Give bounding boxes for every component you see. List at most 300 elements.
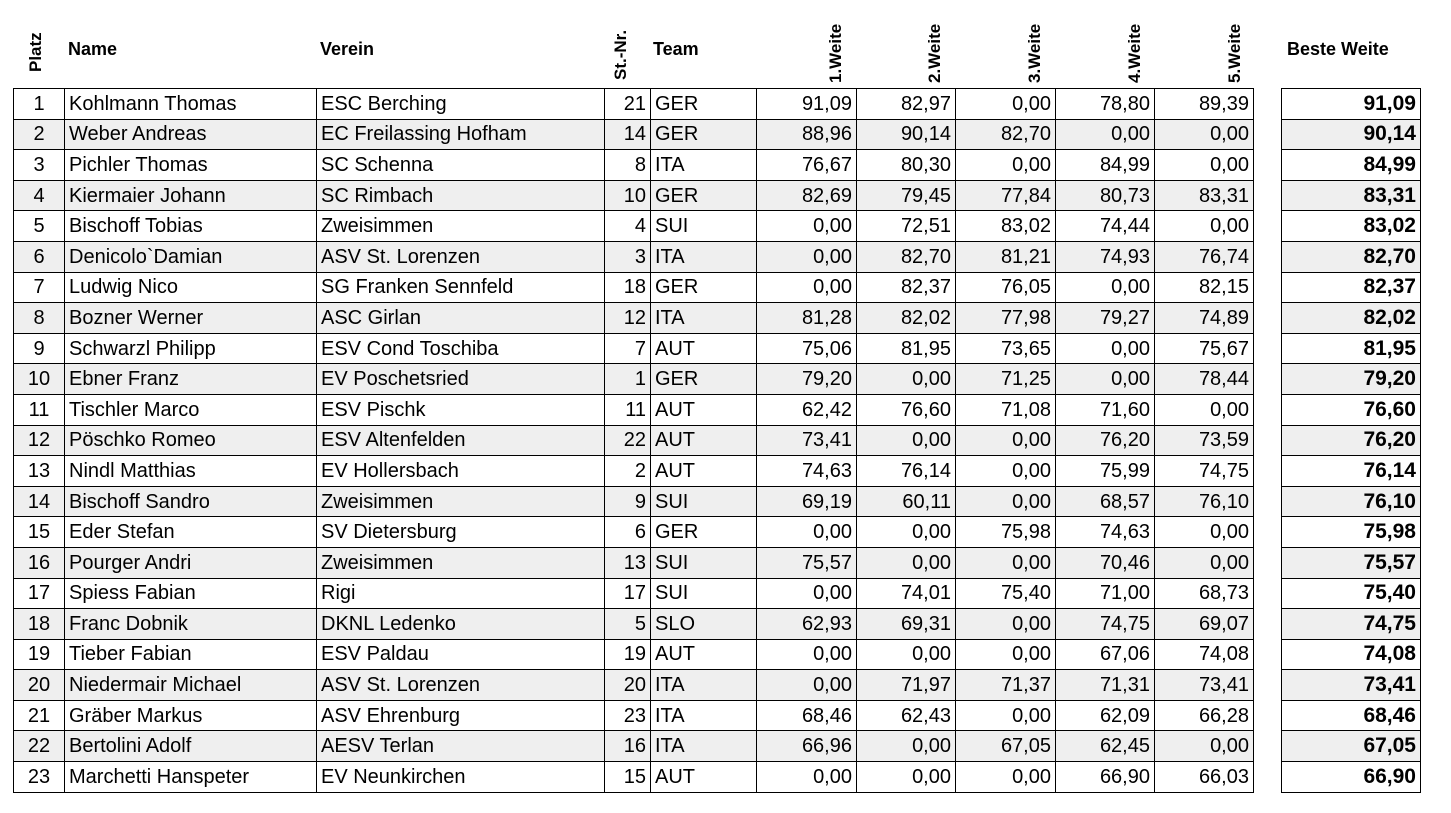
cell-weite-3: 0,00 — [956, 425, 1056, 456]
cell-weite-2: 82,37 — [857, 272, 956, 303]
cell-weite-3: 0,00 — [956, 762, 1056, 793]
cell-weite-2: 76,60 — [857, 394, 956, 425]
cell-weite-2: 60,11 — [857, 486, 956, 517]
cell-startnummer: 7 — [605, 333, 651, 364]
cell-weite-5: 0,00 — [1155, 731, 1254, 762]
best-row — [1282, 119, 1421, 150]
cell-name: Weber Andreas — [65, 119, 317, 150]
cell-beste-weite: 90,14 — [1282, 119, 1421, 150]
cell-verein: DKNL Ledenko — [317, 609, 605, 640]
cell-beste-weite: 76,14 — [1282, 456, 1421, 487]
best-distance-table — [1281, 88, 1421, 793]
cell-weite-5: 66,03 — [1155, 762, 1254, 793]
cell-startnummer: 13 — [605, 547, 651, 578]
cell-weite-1: 75,06 — [757, 333, 857, 364]
best-row — [1282, 670, 1421, 701]
best-row — [1282, 486, 1421, 517]
cell-weite-5: 0,00 — [1155, 394, 1254, 425]
cell-weite-1: 76,67 — [757, 150, 857, 181]
cell-weite-5: 83,31 — [1155, 180, 1254, 211]
cell-weite-2: 0,00 — [857, 639, 956, 670]
cell-team: ITA — [651, 241, 757, 272]
cell-beste-weite: 75,57 — [1282, 547, 1421, 578]
cell-name: Bischoff Tobias — [65, 211, 317, 242]
cell-weite-2: 79,45 — [857, 180, 956, 211]
cell-weite-5: 73,59 — [1155, 425, 1254, 456]
cell-platz: 22 — [14, 731, 65, 762]
cell-beste-weite: 81,95 — [1282, 333, 1421, 364]
header-weite-5: 5.Weite — [1225, 23, 1244, 83]
cell-verein: ESV Cond Toschiba — [317, 333, 605, 364]
cell-team: GER — [651, 364, 757, 395]
best-row — [1282, 578, 1421, 609]
cell-name: Gräber Markus — [65, 700, 317, 731]
cell-weite-5: 74,08 — [1155, 639, 1254, 670]
cell-platz: 17 — [14, 578, 65, 609]
table-row — [14, 670, 1254, 701]
cell-team: GER — [651, 517, 757, 548]
cell-weite-2: 72,51 — [857, 211, 956, 242]
cell-weite-1: 82,69 — [757, 180, 857, 211]
cell-beste-weite: 66,90 — [1282, 762, 1421, 793]
table-row — [14, 517, 1254, 548]
cell-weite-5: 0,00 — [1155, 119, 1254, 150]
cell-weite-5: 66,28 — [1155, 700, 1254, 731]
cell-verein: SV Dietersburg — [317, 517, 605, 548]
table-row — [14, 547, 1254, 578]
cell-weite-1: 0,00 — [757, 762, 857, 793]
cell-weite-4: 76,20 — [1056, 425, 1155, 456]
best-row — [1282, 394, 1421, 425]
cell-team: GER — [651, 180, 757, 211]
cell-beste-weite: 83,02 — [1282, 211, 1421, 242]
cell-startnummer: 12 — [605, 303, 651, 334]
cell-weite-5: 68,73 — [1155, 578, 1254, 609]
cell-weite-4: 68,57 — [1056, 486, 1155, 517]
best-row — [1282, 425, 1421, 456]
cell-name: Eder Stefan — [65, 517, 317, 548]
cell-platz: 19 — [14, 639, 65, 670]
cell-weite-3: 0,00 — [956, 547, 1056, 578]
cell-team: GER — [651, 119, 757, 150]
cell-weite-3: 77,84 — [956, 180, 1056, 211]
best-row — [1282, 547, 1421, 578]
cell-verein: ASV St. Lorenzen — [317, 670, 605, 701]
cell-startnummer: 1 — [605, 364, 651, 395]
cell-weite-1: 91,09 — [757, 89, 857, 120]
header-startnummer: St.-Nr. — [611, 29, 630, 80]
cell-weite-1: 0,00 — [757, 241, 857, 272]
best-row — [1282, 700, 1421, 731]
cell-weite-3: 0,00 — [956, 639, 1056, 670]
cell-weite-1: 69,19 — [757, 486, 857, 517]
cell-beste-weite: 83,31 — [1282, 180, 1421, 211]
cell-weite-3: 82,70 — [956, 119, 1056, 150]
cell-weite-5: 0,00 — [1155, 211, 1254, 242]
cell-verein: Rigi — [317, 578, 605, 609]
cell-weite-3: 73,65 — [956, 333, 1056, 364]
cell-verein: Zweisimmen — [317, 486, 605, 517]
table-row — [14, 762, 1254, 793]
cell-weite-2: 0,00 — [857, 731, 956, 762]
cell-weite-3: 0,00 — [956, 150, 1056, 181]
cell-beste-weite: 75,40 — [1282, 578, 1421, 609]
cell-weite-4: 74,93 — [1056, 241, 1155, 272]
cell-weite-2: 69,31 — [857, 609, 956, 640]
cell-weite-4: 0,00 — [1056, 272, 1155, 303]
cell-platz: 12 — [14, 425, 65, 456]
table-row — [14, 89, 1254, 120]
cell-name: Spiess Fabian — [65, 578, 317, 609]
cell-team: SUI — [651, 211, 757, 242]
cell-beste-weite: 76,60 — [1282, 394, 1421, 425]
cell-name: Pourger Andri — [65, 547, 317, 578]
best-row — [1282, 89, 1421, 120]
cell-weite-5: 76,10 — [1155, 486, 1254, 517]
cell-team: ITA — [651, 150, 757, 181]
cell-weite-5: 74,75 — [1155, 456, 1254, 487]
cell-startnummer: 15 — [605, 762, 651, 793]
cell-platz: 21 — [14, 700, 65, 731]
cell-name: Kohlmann Thomas — [65, 89, 317, 120]
cell-team: ITA — [651, 731, 757, 762]
cell-beste-weite: 74,75 — [1282, 609, 1421, 640]
cell-name: Tieber Fabian — [65, 639, 317, 670]
cell-platz: 3 — [14, 150, 65, 181]
cell-beste-weite: 91,09 — [1282, 89, 1421, 120]
cell-startnummer: 10 — [605, 180, 651, 211]
results-body — [14, 89, 1254, 793]
cell-name: Bozner Werner — [65, 303, 317, 334]
cell-weite-3: 75,40 — [956, 578, 1056, 609]
cell-weite-4: 74,44 — [1056, 211, 1155, 242]
cell-weite-3: 0,00 — [956, 456, 1056, 487]
results-table — [13, 88, 1254, 793]
cell-weite-2: 0,00 — [857, 547, 956, 578]
cell-name: Pichler Thomas — [65, 150, 317, 181]
cell-platz: 20 — [14, 670, 65, 701]
cell-weite-1: 0,00 — [757, 517, 857, 548]
cell-weite-4: 70,46 — [1056, 547, 1155, 578]
cell-platz: 7 — [14, 272, 65, 303]
cell-startnummer: 2 — [605, 456, 651, 487]
cell-startnummer: 5 — [605, 609, 651, 640]
header-weite-2: 2.Weite — [925, 23, 944, 83]
table-row — [14, 180, 1254, 211]
best-row — [1282, 731, 1421, 762]
cell-weite-2: 81,95 — [857, 333, 956, 364]
table-row — [14, 272, 1254, 303]
header-weite-3: 3.Weite — [1025, 23, 1044, 83]
cell-startnummer: 14 — [605, 119, 651, 150]
cell-platz: 4 — [14, 180, 65, 211]
header-name: Name — [68, 39, 118, 59]
cell-weite-2: 82,02 — [857, 303, 956, 334]
cell-verein: ASV St. Lorenzen — [317, 241, 605, 272]
cell-weite-3: 0,00 — [956, 609, 1056, 640]
cell-verein: ESV Paldau — [317, 639, 605, 670]
cell-weite-2: 80,30 — [857, 150, 956, 181]
cell-name: Schwarzl Philipp — [65, 333, 317, 364]
cell-platz: 18 — [14, 609, 65, 640]
cell-team: AUT — [651, 762, 757, 793]
cell-startnummer: 8 — [605, 150, 651, 181]
cell-team: GER — [651, 89, 757, 120]
table-row — [14, 150, 1254, 181]
cell-team: AUT — [651, 456, 757, 487]
cell-name: Kiermaier Johann — [65, 180, 317, 211]
header-verein: Verein — [320, 39, 375, 59]
header-team: Team — [653, 39, 699, 59]
cell-beste-weite: 82,02 — [1282, 303, 1421, 334]
cell-weite-4: 66,90 — [1056, 762, 1155, 793]
cell-team: ITA — [651, 700, 757, 731]
cell-startnummer: 21 — [605, 89, 651, 120]
cell-weite-2: 0,00 — [857, 425, 956, 456]
cell-weite-1: 0,00 — [757, 272, 857, 303]
cell-weite-2: 0,00 — [857, 364, 956, 395]
cell-verein: Zweisimmen — [317, 547, 605, 578]
cell-platz: 5 — [14, 211, 65, 242]
cell-weite-2: 76,14 — [857, 456, 956, 487]
cell-weite-1: 0,00 — [757, 578, 857, 609]
cell-platz: 11 — [14, 394, 65, 425]
cell-name: Pöschko Romeo — [65, 425, 317, 456]
cell-verein: EV Hollersbach — [317, 456, 605, 487]
cell-weite-5: 78,44 — [1155, 364, 1254, 395]
cell-weite-1: 79,20 — [757, 364, 857, 395]
cell-name: Nindl Matthias — [65, 456, 317, 487]
cell-team: ITA — [651, 670, 757, 701]
cell-team: SLO — [651, 609, 757, 640]
table-row — [14, 731, 1254, 762]
cell-weite-3: 0,00 — [956, 700, 1056, 731]
cell-weite-1: 0,00 — [757, 639, 857, 670]
cell-startnummer: 18 — [605, 272, 651, 303]
cell-weite-4: 78,80 — [1056, 89, 1155, 120]
cell-platz: 16 — [14, 547, 65, 578]
table-row — [14, 456, 1254, 487]
cell-weite-4: 0,00 — [1056, 333, 1155, 364]
cell-weite-2: 0,00 — [857, 762, 956, 793]
cell-weite-3: 71,37 — [956, 670, 1056, 701]
cell-weite-5: 76,74 — [1155, 241, 1254, 272]
cell-verein: SG Franken Sennfeld — [317, 272, 605, 303]
cell-weite-1: 88,96 — [757, 119, 857, 150]
table-row — [14, 394, 1254, 425]
cell-weite-5: 82,15 — [1155, 272, 1254, 303]
cell-weite-1: 62,42 — [757, 394, 857, 425]
cell-team: SUI — [651, 486, 757, 517]
cell-startnummer: 19 — [605, 639, 651, 670]
cell-name: Bertolini Adolf — [65, 731, 317, 762]
cell-team: AUT — [651, 333, 757, 364]
best-row — [1282, 303, 1421, 334]
cell-beste-weite: 67,05 — [1282, 731, 1421, 762]
cell-platz: 8 — [14, 303, 65, 334]
cell-verein: EV Poschetsried — [317, 364, 605, 395]
cell-weite-4: 75,99 — [1056, 456, 1155, 487]
cell-platz: 2 — [14, 119, 65, 150]
cell-startnummer: 16 — [605, 731, 651, 762]
best-row — [1282, 762, 1421, 793]
cell-beste-weite: 82,37 — [1282, 272, 1421, 303]
cell-startnummer: 9 — [605, 486, 651, 517]
cell-team: AUT — [651, 425, 757, 456]
cell-verein: SC Rimbach — [317, 180, 605, 211]
cell-weite-2: 71,97 — [857, 670, 956, 701]
cell-weite-1: 62,93 — [757, 609, 857, 640]
table-row — [14, 333, 1254, 364]
cell-startnummer: 3 — [605, 241, 651, 272]
cell-weite-5: 0,00 — [1155, 547, 1254, 578]
cell-name: Niedermair Michael — [65, 670, 317, 701]
cell-weite-4: 71,31 — [1056, 670, 1155, 701]
cell-weite-1: 0,00 — [757, 670, 857, 701]
cell-beste-weite: 73,41 — [1282, 670, 1421, 701]
table-row — [14, 119, 1254, 150]
cell-platz: 14 — [14, 486, 65, 517]
cell-weite-3: 77,98 — [956, 303, 1056, 334]
cell-beste-weite: 74,08 — [1282, 639, 1421, 670]
best-row — [1282, 241, 1421, 272]
cell-weite-5: 0,00 — [1155, 150, 1254, 181]
best-row — [1282, 609, 1421, 640]
cell-platz: 6 — [14, 241, 65, 272]
cell-weite-3: 83,02 — [956, 211, 1056, 242]
header-platz: Platz — [26, 32, 45, 72]
cell-weite-4: 62,09 — [1056, 700, 1155, 731]
cell-name: Marchetti Hanspeter — [65, 762, 317, 793]
best-distance-body — [1282, 89, 1421, 793]
table-row — [14, 700, 1254, 731]
best-row — [1282, 150, 1421, 181]
cell-weite-4: 0,00 — [1056, 364, 1155, 395]
cell-platz: 23 — [14, 762, 65, 793]
table-row — [14, 211, 1254, 242]
cell-weite-4: 67,06 — [1056, 639, 1155, 670]
table-row — [14, 303, 1254, 334]
cell-beste-weite: 68,46 — [1282, 700, 1421, 731]
cell-weite-1: 74,63 — [757, 456, 857, 487]
cell-weite-1: 68,46 — [757, 700, 857, 731]
table-row — [14, 486, 1254, 517]
cell-platz: 13 — [14, 456, 65, 487]
best-row — [1282, 639, 1421, 670]
cell-weite-3: 71,08 — [956, 394, 1056, 425]
cell-name: Ludwig Nico — [65, 272, 317, 303]
cell-weite-2: 74,01 — [857, 578, 956, 609]
cell-weite-3: 71,25 — [956, 364, 1056, 395]
cell-weite-3: 81,21 — [956, 241, 1056, 272]
cell-weite-3: 0,00 — [956, 486, 1056, 517]
best-row — [1282, 180, 1421, 211]
cell-weite-5: 73,41 — [1155, 670, 1254, 701]
table-row — [14, 578, 1254, 609]
cell-weite-1: 73,41 — [757, 425, 857, 456]
best-row — [1282, 272, 1421, 303]
cell-weite-4: 84,99 — [1056, 150, 1155, 181]
cell-verein: ESV Altenfelden — [317, 425, 605, 456]
cell-verein: ASC Girlan — [317, 303, 605, 334]
cell-startnummer: 11 — [605, 394, 651, 425]
cell-weite-4: 71,00 — [1056, 578, 1155, 609]
cell-name: Bischoff Sandro — [65, 486, 317, 517]
header-weite-4: 4.Weite — [1125, 23, 1144, 83]
cell-name: Franc Dobnik — [65, 609, 317, 640]
best-row — [1282, 211, 1421, 242]
cell-verein: EV Neunkirchen — [317, 762, 605, 793]
cell-team: SUI — [651, 547, 757, 578]
cell-weite-2: 82,97 — [857, 89, 956, 120]
cell-verein: Zweisimmen — [317, 211, 605, 242]
cell-startnummer: 6 — [605, 517, 651, 548]
cell-startnummer: 4 — [605, 211, 651, 242]
cell-startnummer: 20 — [605, 670, 651, 701]
cell-weite-2: 62,43 — [857, 700, 956, 731]
cell-platz: 10 — [14, 364, 65, 395]
cell-team: AUT — [651, 394, 757, 425]
cell-name: Tischler Marco — [65, 394, 317, 425]
cell-weite-4: 74,75 — [1056, 609, 1155, 640]
cell-weite-2: 90,14 — [857, 119, 956, 150]
table-row — [14, 241, 1254, 272]
cell-name: Denicolo`Damian — [65, 241, 317, 272]
header-beste-weite: Beste Weite — [1287, 39, 1389, 59]
cell-verein: EC Freilassing Hofham — [317, 119, 605, 150]
cell-verein: SC Schenna — [317, 150, 605, 181]
cell-startnummer: 23 — [605, 700, 651, 731]
cell-beste-weite: 76,20 — [1282, 425, 1421, 456]
cell-team: GER — [651, 272, 757, 303]
cell-weite-1: 81,28 — [757, 303, 857, 334]
cell-verein: ESV Pischk — [317, 394, 605, 425]
cell-weite-4: 79,27 — [1056, 303, 1155, 334]
cell-beste-weite: 84,99 — [1282, 150, 1421, 181]
cell-verein: ASV Ehrenburg — [317, 700, 605, 731]
cell-weite-4: 0,00 — [1056, 119, 1155, 150]
cell-beste-weite: 75,98 — [1282, 517, 1421, 548]
cell-team: SUI — [651, 578, 757, 609]
cell-weite-5: 0,00 — [1155, 517, 1254, 548]
cell-weite-4: 71,60 — [1056, 394, 1155, 425]
table-row — [14, 609, 1254, 640]
cell-platz: 15 — [14, 517, 65, 548]
cell-weite-5: 89,39 — [1155, 89, 1254, 120]
cell-platz: 1 — [14, 89, 65, 120]
cell-platz: 9 — [14, 333, 65, 364]
cell-beste-weite: 82,70 — [1282, 241, 1421, 272]
cell-weite-4: 62,45 — [1056, 731, 1155, 762]
header-weite-1: 1.Weite — [826, 23, 845, 83]
best-row — [1282, 456, 1421, 487]
cell-weite-3: 0,00 — [956, 89, 1056, 120]
cell-weite-1: 0,00 — [757, 211, 857, 242]
cell-team: ITA — [651, 303, 757, 334]
cell-weite-3: 75,98 — [956, 517, 1056, 548]
best-row — [1282, 333, 1421, 364]
cell-weite-4: 80,73 — [1056, 180, 1155, 211]
cell-weite-5: 74,89 — [1155, 303, 1254, 334]
cell-startnummer: 17 — [605, 578, 651, 609]
cell-weite-5: 75,67 — [1155, 333, 1254, 364]
table-row — [14, 364, 1254, 395]
cell-weite-2: 0,00 — [857, 517, 956, 548]
best-row — [1282, 517, 1421, 548]
cell-startnummer: 22 — [605, 425, 651, 456]
cell-weite-4: 74,63 — [1056, 517, 1155, 548]
cell-weite-5: 69,07 — [1155, 609, 1254, 640]
